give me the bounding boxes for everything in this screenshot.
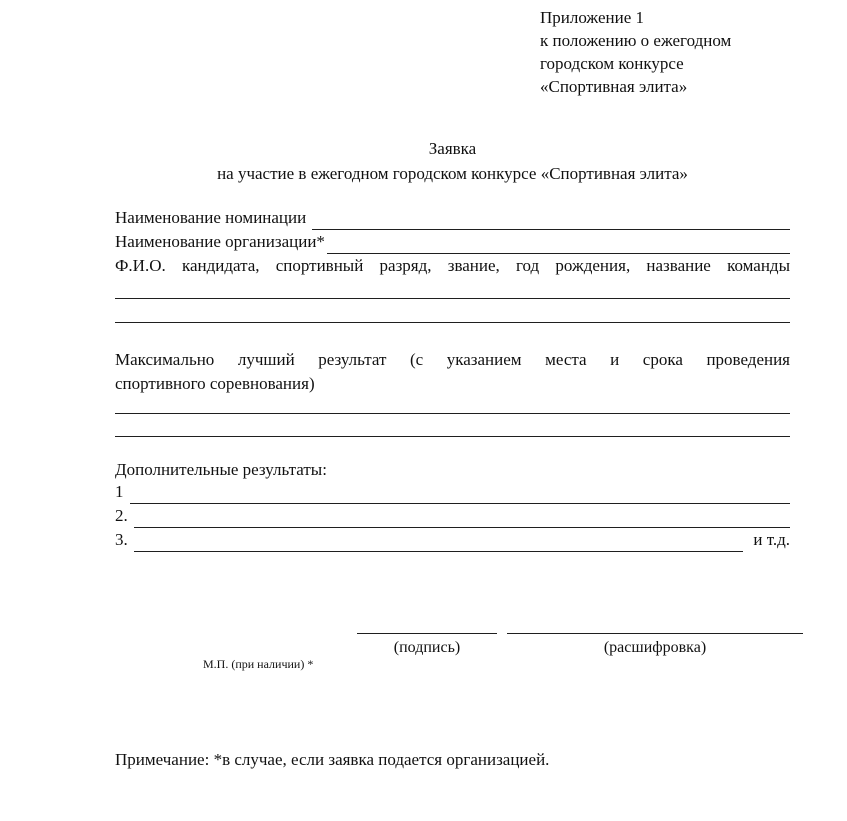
transcript-writein-line[interactable] xyxy=(507,633,803,634)
document-subtitle: на участие в ежегодном городском конкурсе «Спортивная элита» xyxy=(217,164,688,183)
document-title-block xyxy=(115,136,790,186)
item-1-number: 1 xyxy=(115,482,124,501)
organization-field-row xyxy=(115,230,790,254)
best-result-writein-line-2[interactable] xyxy=(115,413,790,437)
best-result-paragraph-line-1: Максимально лучший результат (с указанием места и срока проведения xyxy=(115,350,790,369)
appendix-header-line-1: Приложение 1 xyxy=(540,8,644,27)
appendix-header-line-2: к положению о ежегодном xyxy=(540,31,732,50)
transcript-caption: (расшифровка) xyxy=(603,639,707,656)
additional-result-item-2 xyxy=(115,504,790,528)
appendix-header-line-4: «Спортивная элита» xyxy=(540,77,688,96)
signature-writein-line[interactable] xyxy=(357,633,497,634)
stamp-note: М.П. (при наличии) * xyxy=(203,657,314,671)
item-1-writein-line[interactable] xyxy=(130,483,791,504)
additional-result-item-1 xyxy=(115,480,790,504)
appendix-header-line-3: городском конкурсе xyxy=(540,54,684,73)
candidate-writein-line-2[interactable] xyxy=(115,299,790,323)
candidate-writein-line-1[interactable] xyxy=(115,275,790,299)
item-3-writein-line[interactable] xyxy=(134,531,744,552)
best-result-paragraph-line-2: спортивного соревнования) xyxy=(115,374,315,393)
document-title: Заявка xyxy=(428,139,477,158)
additional-results-heading: Дополнительные результаты: xyxy=(115,460,327,479)
additional-result-item-3 xyxy=(115,528,790,552)
appendix-header xyxy=(540,6,800,98)
nomination-writein-line[interactable] xyxy=(312,209,790,230)
item-2-writein-line[interactable] xyxy=(134,507,790,528)
etcetera-suffix: и т.д. xyxy=(753,530,790,549)
nomination-label: Наименование номинации xyxy=(115,208,307,227)
candidate-description: Ф.И.О. кандидата, спортивный разряд, звание, год рождения, название команды xyxy=(115,256,790,275)
nomination-field-row xyxy=(115,206,790,230)
best-result-writein-line-1[interactable] xyxy=(115,390,790,414)
footnote: Примечание: *в случае, если заявка подается организацией. xyxy=(115,750,550,769)
item-2-number: 2. xyxy=(115,506,128,525)
item-3-number: 3. xyxy=(115,530,128,549)
organization-writein-line[interactable] xyxy=(327,233,790,254)
signature-caption: (подпись) xyxy=(393,639,461,656)
organization-label: Наименование организации* xyxy=(115,232,325,251)
